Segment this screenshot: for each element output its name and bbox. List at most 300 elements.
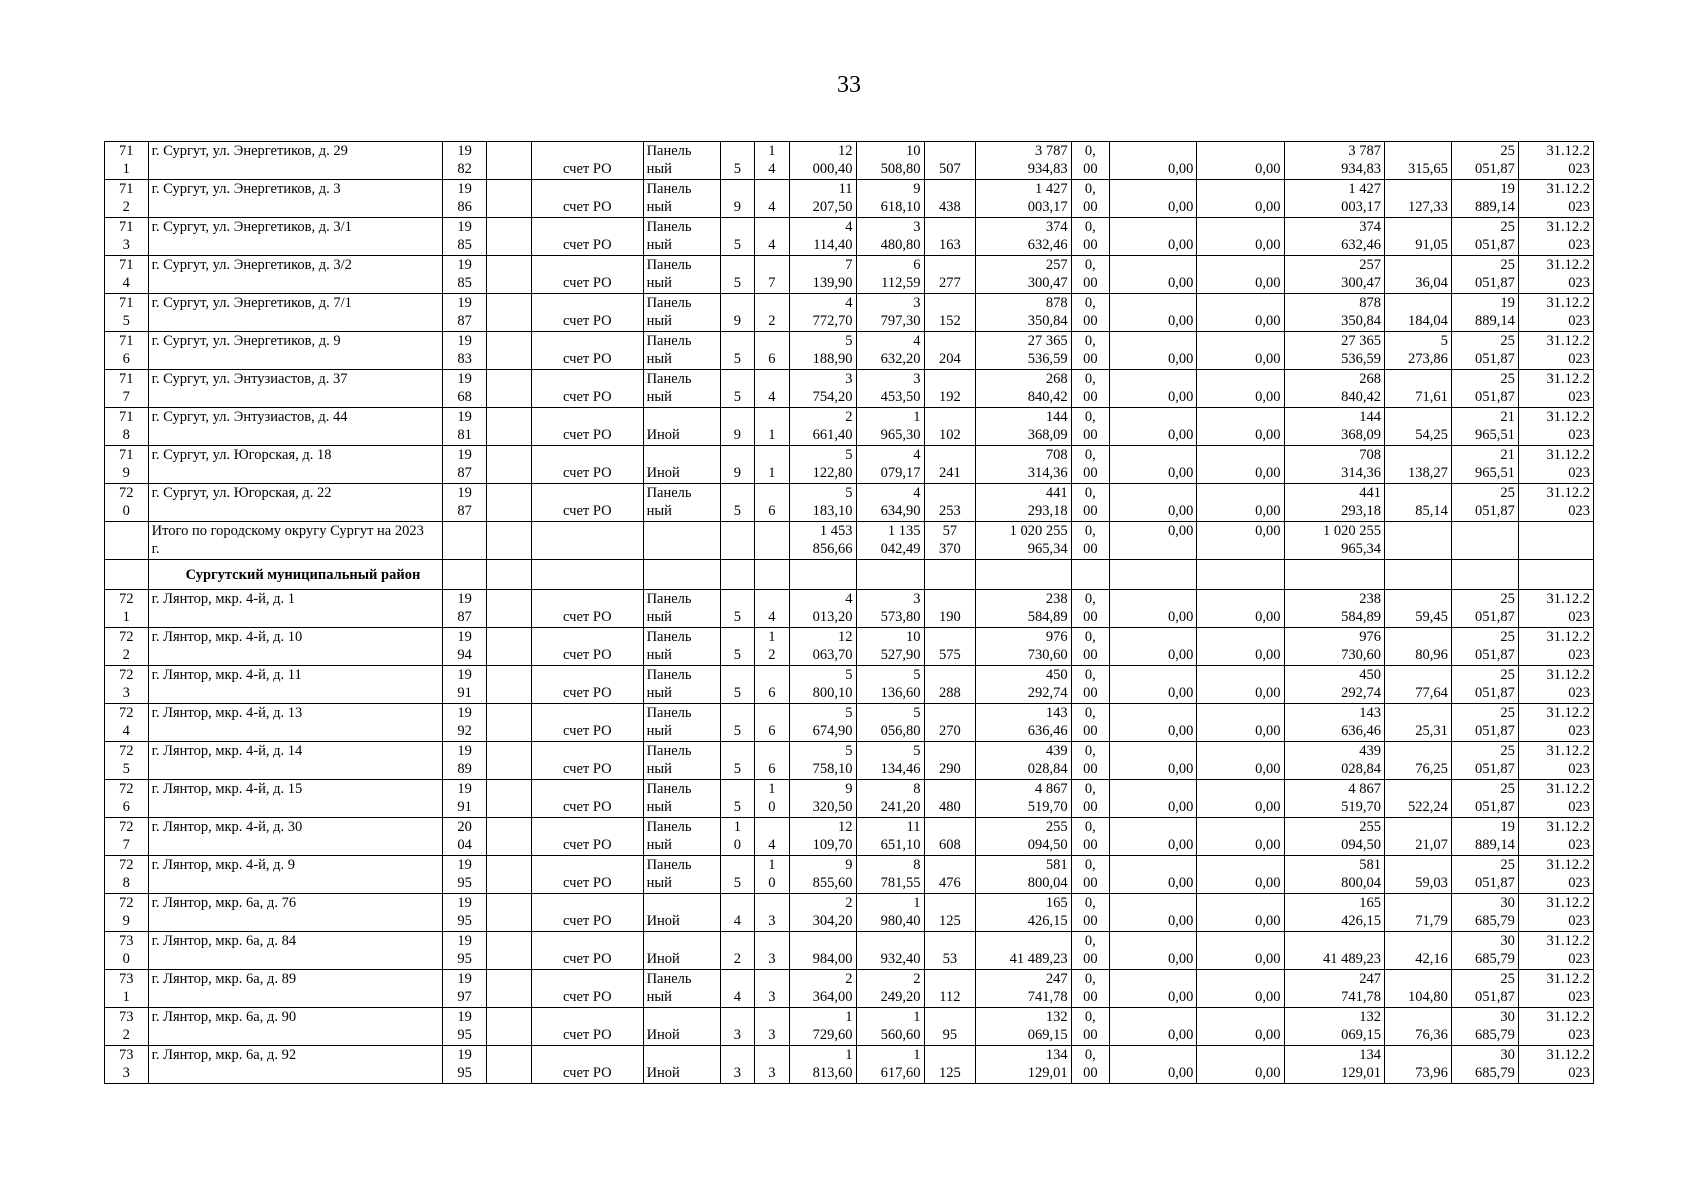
residents: 95 xyxy=(924,1008,976,1046)
empty xyxy=(1451,560,1518,590)
specific-cost: 73,96 xyxy=(1384,1046,1451,1084)
table-row xyxy=(105,332,1594,370)
budget-1: 0,00 xyxy=(1110,446,1197,484)
owner-funds: 4 867 519,70 xyxy=(1284,780,1384,818)
wall-material: Панель ный xyxy=(643,256,720,294)
empty-col xyxy=(487,590,532,628)
total-area: 9 855,60 xyxy=(789,856,856,894)
total-area: 2 364,00 xyxy=(789,970,856,1008)
residents: 608 xyxy=(924,818,976,856)
fund-method: счет РО xyxy=(532,484,644,522)
row-number: 71 1 xyxy=(105,142,149,180)
build-year: 19 85 xyxy=(442,256,487,294)
living-area: 1 980,40 xyxy=(856,894,924,932)
total-cost: 41 489,23 xyxy=(976,932,1071,970)
owner-funds: 450 292,74 xyxy=(1284,666,1384,704)
wall-material: Панель ный xyxy=(643,742,720,780)
fund-method: счет РО xyxy=(532,218,644,256)
floors: 5 xyxy=(720,218,754,256)
budget-2: 0,00 xyxy=(1197,294,1284,332)
empty xyxy=(532,560,644,590)
build-year: 19 92 xyxy=(442,704,487,742)
budget-2: 0,00 xyxy=(1197,1046,1284,1084)
total-area: 1 453 856,66 xyxy=(789,522,856,560)
empty-col xyxy=(487,704,532,742)
max-cost: 19 889,14 xyxy=(1451,818,1518,856)
deadline: 31.12.2 023 xyxy=(1518,1008,1593,1046)
empty-col xyxy=(487,1046,532,1084)
max-cost: 30 685,79 xyxy=(1451,932,1518,970)
budget-2: 0,00 xyxy=(1197,180,1284,218)
wall-material: Панель ный xyxy=(643,484,720,522)
floors: 9 xyxy=(720,294,754,332)
empty xyxy=(487,522,532,560)
residents: 112 xyxy=(924,970,976,1008)
build-year: 19 95 xyxy=(442,1046,487,1084)
address: г. Лянтор, мкр. 6а, д. 84 xyxy=(148,932,442,970)
wall-material: Иной xyxy=(643,446,720,484)
owner-funds: 976 730,60 xyxy=(1284,628,1384,666)
entrances: 6 xyxy=(755,742,789,780)
empty xyxy=(442,560,487,590)
living-area: 6 112,59 xyxy=(856,256,924,294)
living-area: 3 797,30 xyxy=(856,294,924,332)
floors: 5 xyxy=(720,256,754,294)
max-cost: 25 051,87 xyxy=(1451,590,1518,628)
section-title: Сургутский муниципальный район xyxy=(185,566,421,583)
empty-col xyxy=(487,142,532,180)
table-row xyxy=(105,142,1594,180)
budget-1: 0,00 xyxy=(1110,932,1197,970)
entrances: 1 xyxy=(755,446,789,484)
total-row xyxy=(105,522,1594,560)
table-row xyxy=(105,856,1594,894)
budget-2: 0,00 xyxy=(1197,628,1284,666)
max-cost: 21 965,51 xyxy=(1451,408,1518,446)
max-cost: 25 051,87 xyxy=(1451,484,1518,522)
total-cost: 581 800,04 xyxy=(976,856,1071,894)
total-cost: 132 069,15 xyxy=(976,1008,1071,1046)
entrances: 2 xyxy=(755,294,789,332)
address: г. Лянтор, мкр. 4-й, д. 15 xyxy=(148,780,442,818)
fund-method: счет РО xyxy=(532,666,644,704)
empty-col xyxy=(487,370,532,408)
address: г. Сургут, ул. Энергетиков, д. 3/1 xyxy=(148,218,442,256)
budget-2: 0,00 xyxy=(1197,332,1284,370)
total-share: 0, 00 xyxy=(1071,522,1110,560)
total-budget-1: 0,00 xyxy=(1110,522,1197,560)
total-cost: 257 300,47 xyxy=(976,256,1071,294)
specific-cost: 54,25 xyxy=(1384,408,1451,446)
entrances: 3 xyxy=(755,1008,789,1046)
entrances: 6 xyxy=(755,484,789,522)
residents: 480 xyxy=(924,780,976,818)
empty xyxy=(105,560,149,590)
wall-material: Панель ный xyxy=(643,818,720,856)
empty-col xyxy=(487,894,532,932)
table-row xyxy=(105,932,1594,970)
row-number: 73 2 xyxy=(105,1008,149,1046)
build-year: 19 85 xyxy=(442,218,487,256)
total-area: 3 754,20 xyxy=(789,370,856,408)
budget-2: 0,00 xyxy=(1197,142,1284,180)
entrances: 4 xyxy=(755,370,789,408)
wall-material: Панель ный xyxy=(643,142,720,180)
living-area: 11 651,10 xyxy=(856,818,924,856)
total-cost: 134 129,01 xyxy=(976,1046,1071,1084)
total-cost: 143 636,46 xyxy=(976,704,1071,742)
budget-1: 0,00 xyxy=(1110,780,1197,818)
wall-material: Иной xyxy=(643,1008,720,1046)
total-cost: 247 741,78 xyxy=(976,970,1071,1008)
entrances: 6 xyxy=(755,704,789,742)
deadline: 31.12.2 023 xyxy=(1518,370,1593,408)
total-residents: 57 370 xyxy=(924,522,976,560)
budget-2: 0,00 xyxy=(1197,1008,1284,1046)
living-area: 5 056,80 xyxy=(856,704,924,742)
row-number: 72 4 xyxy=(105,704,149,742)
empty-col xyxy=(487,932,532,970)
deadline: 31.12.2 023 xyxy=(1518,408,1593,446)
total-cost: 1 020 255 965,34 xyxy=(976,522,1071,560)
table-row xyxy=(105,742,1594,780)
fund-share: 0, 00 xyxy=(1071,894,1110,932)
owner-funds: 708 314,36 xyxy=(1284,446,1384,484)
deadline: 31.12.2 023 xyxy=(1518,484,1593,522)
entrances: 6 xyxy=(755,332,789,370)
max-cost: 25 051,87 xyxy=(1451,628,1518,666)
table-row xyxy=(105,666,1594,704)
budget-2: 0,00 xyxy=(1197,856,1284,894)
living-area: 9 618,10 xyxy=(856,180,924,218)
budget-1: 0,00 xyxy=(1110,1046,1197,1084)
deadline: 31.12.2 023 xyxy=(1518,742,1593,780)
max-cost: 25 051,87 xyxy=(1451,370,1518,408)
fund-share: 0, 00 xyxy=(1071,666,1110,704)
row-number: 72 7 xyxy=(105,818,149,856)
row-number: 72 6 xyxy=(105,780,149,818)
empty xyxy=(755,522,789,560)
budget-1: 0,00 xyxy=(1110,332,1197,370)
fund-method: счет РО xyxy=(532,408,644,446)
row-number: 72 5 xyxy=(105,742,149,780)
deadline: 31.12.2 023 xyxy=(1518,704,1593,742)
empty xyxy=(1197,560,1284,590)
table-row xyxy=(105,780,1594,818)
empty xyxy=(1518,522,1593,560)
fund-method: счет РО xyxy=(532,780,644,818)
living-area: 4 079,17 xyxy=(856,446,924,484)
floors: 1 0 xyxy=(720,818,754,856)
deadline: 31.12.2 023 xyxy=(1518,856,1593,894)
floors: 4 xyxy=(720,970,754,1008)
total-area: 1 729,60 xyxy=(789,1008,856,1046)
total-cost: 878 350,84 xyxy=(976,294,1071,332)
budget-2: 0,00 xyxy=(1197,408,1284,446)
table-row xyxy=(105,370,1594,408)
specific-cost: 138,27 xyxy=(1384,446,1451,484)
budget-1: 0,00 xyxy=(1110,1008,1197,1046)
wall-material: Иной xyxy=(643,1046,720,1084)
empty xyxy=(924,560,976,590)
total-cost: 238 584,89 xyxy=(976,590,1071,628)
total-cost: 450 292,74 xyxy=(976,666,1071,704)
wall-material: Панель ный xyxy=(643,294,720,332)
deadline: 31.12.2 023 xyxy=(1518,180,1593,218)
budget-1: 0,00 xyxy=(1110,742,1197,780)
wall-material: Панель ный xyxy=(643,780,720,818)
total-cost: 4 867 519,70 xyxy=(976,780,1071,818)
row-number: 71 6 xyxy=(105,332,149,370)
residents: 192 xyxy=(924,370,976,408)
max-cost: 19 889,14 xyxy=(1451,180,1518,218)
empty xyxy=(532,522,644,560)
deadline: 31.12.2 023 xyxy=(1518,894,1593,932)
address: г. Лянтор, мкр. 6а, д. 89 xyxy=(148,970,442,1008)
total-cost: 268 840,42 xyxy=(976,370,1071,408)
fund-share: 0, 00 xyxy=(1071,704,1110,742)
living-area: 4 632,20 xyxy=(856,332,924,370)
budget-1: 0,00 xyxy=(1110,370,1197,408)
deadline: 31.12.2 023 xyxy=(1518,446,1593,484)
address: г. Сургут, ул. Энергетиков, д. 3 xyxy=(148,180,442,218)
row-number: 71 9 xyxy=(105,446,149,484)
living-area: 2 249,20 xyxy=(856,970,924,1008)
address: г. Лянтор, мкр. 4-й, д. 14 xyxy=(148,742,442,780)
deadline: 31.12.2 023 xyxy=(1518,256,1593,294)
empty-col xyxy=(487,484,532,522)
total-label: Итого по городскому округу Сургут на 2023 г. xyxy=(148,522,442,560)
budget-2: 0,00 xyxy=(1197,894,1284,932)
address: г. Сургут, ул. Энергетиков, д. 3/2 xyxy=(148,256,442,294)
fund-method: счет РО xyxy=(532,446,644,484)
deadline: 31.12.2 023 xyxy=(1518,332,1593,370)
address: г. Лянтор, мкр. 4-й, д. 1 xyxy=(148,590,442,628)
budget-1: 0,00 xyxy=(1110,142,1197,180)
entrances: 4 xyxy=(755,818,789,856)
owner-funds: 238 584,89 xyxy=(1284,590,1384,628)
row-number: 73 1 xyxy=(105,970,149,1008)
table-row xyxy=(105,590,1594,628)
address: г. Сургут, ул. Энтузиастов, д. 44 xyxy=(148,408,442,446)
build-year: 19 82 xyxy=(442,142,487,180)
deadline: 31.12.2 023 xyxy=(1518,666,1593,704)
row-number: 72 3 xyxy=(105,666,149,704)
total-area: 5 122,80 xyxy=(789,446,856,484)
entrances: 4 xyxy=(755,590,789,628)
floors: 5 xyxy=(720,704,754,742)
budget-1: 0,00 xyxy=(1110,704,1197,742)
build-year: 19 87 xyxy=(442,590,487,628)
empty xyxy=(1518,560,1593,590)
table-row xyxy=(105,256,1594,294)
table-row xyxy=(105,1046,1594,1084)
empty xyxy=(1071,560,1110,590)
residents: 204 xyxy=(924,332,976,370)
section-title-cell xyxy=(148,560,442,590)
residents: 253 xyxy=(924,484,976,522)
empty-col xyxy=(487,218,532,256)
specific-cost: 59,03 xyxy=(1384,856,1451,894)
fund-method: счет РО xyxy=(532,856,644,894)
empty-col xyxy=(487,628,532,666)
build-year: 19 86 xyxy=(442,180,487,218)
entrances: 3 xyxy=(755,932,789,970)
budget-2: 0,00 xyxy=(1197,704,1284,742)
specific-cost: 59,45 xyxy=(1384,590,1451,628)
specific-cost: 5 273,86 xyxy=(1384,332,1451,370)
fund-share: 0, 00 xyxy=(1071,780,1110,818)
build-year: 19 87 xyxy=(442,484,487,522)
owner-funds: 134 129,01 xyxy=(1284,1046,1384,1084)
total-cost: 441 293,18 xyxy=(976,484,1071,522)
max-cost: 30 685,79 xyxy=(1451,1046,1518,1084)
empty-col xyxy=(487,446,532,484)
living-area: 1 965,30 xyxy=(856,408,924,446)
total-area: 5 188,90 xyxy=(789,332,856,370)
max-cost: 25 051,87 xyxy=(1451,742,1518,780)
budget-2: 0,00 xyxy=(1197,742,1284,780)
owner-funds: 27 365 536,59 xyxy=(1284,332,1384,370)
budget-1: 0,00 xyxy=(1110,590,1197,628)
address: г. Лянтор, мкр. 4-й, д. 10 xyxy=(148,628,442,666)
total-area: 12 109,70 xyxy=(789,818,856,856)
specific-cost: 315,65 xyxy=(1384,142,1451,180)
floors: 9 xyxy=(720,446,754,484)
entrances: 1 0 xyxy=(755,856,789,894)
empty xyxy=(105,522,149,560)
total-area: 5 800,10 xyxy=(789,666,856,704)
max-cost: 25 051,87 xyxy=(1451,666,1518,704)
empty xyxy=(856,560,924,590)
living-area: 1 617,60 xyxy=(856,1046,924,1084)
deadline: 31.12.2 023 xyxy=(1518,780,1593,818)
residents: 270 xyxy=(924,704,976,742)
fund-method: счет РО xyxy=(532,1008,644,1046)
deadline: 31.12.2 023 xyxy=(1518,142,1593,180)
address: г. Лянтор, мкр. 6а, д. 76 xyxy=(148,894,442,932)
residents: 53 xyxy=(924,932,976,970)
total-cost: 144 368,09 xyxy=(976,408,1071,446)
max-cost: 25 051,87 xyxy=(1451,704,1518,742)
residents: 125 xyxy=(924,1046,976,1084)
address: г. Сургут, ул. Энтузиастов, д. 37 xyxy=(148,370,442,408)
living-area: 932,40 xyxy=(856,932,924,970)
build-year: 19 87 xyxy=(442,446,487,484)
fund-share: 0, 00 xyxy=(1071,742,1110,780)
total-cost: 255 094,50 xyxy=(976,818,1071,856)
empty xyxy=(1284,560,1384,590)
floors: 5 xyxy=(720,742,754,780)
deadline: 31.12.2 023 xyxy=(1518,1046,1593,1084)
table-row xyxy=(105,628,1594,666)
table-row xyxy=(105,446,1594,484)
wall-material: Панель ный xyxy=(643,332,720,370)
fund-method: счет РО xyxy=(532,256,644,294)
table-row xyxy=(105,970,1594,1008)
total-area: 1 813,60 xyxy=(789,1046,856,1084)
table-row xyxy=(105,704,1594,742)
row-number: 71 2 xyxy=(105,180,149,218)
residents: 476 xyxy=(924,856,976,894)
entrances: 4 xyxy=(755,218,789,256)
total-area: 11 207,50 xyxy=(789,180,856,218)
owner-funds: 41 489,23 xyxy=(1284,932,1384,970)
wall-material: Иной xyxy=(643,932,720,970)
specific-cost: 36,04 xyxy=(1384,256,1451,294)
build-year: 19 83 xyxy=(442,332,487,370)
owner-funds: 374 632,46 xyxy=(1284,218,1384,256)
row-number: 72 2 xyxy=(105,628,149,666)
max-cost: 21 965,51 xyxy=(1451,446,1518,484)
fund-share: 0, 00 xyxy=(1071,1008,1110,1046)
build-year: 19 91 xyxy=(442,780,487,818)
build-year: 19 87 xyxy=(442,294,487,332)
budget-2: 0,00 xyxy=(1197,218,1284,256)
deadline: 31.12.2 023 xyxy=(1518,818,1593,856)
entrances: 3 xyxy=(755,894,789,932)
row-number: 71 8 xyxy=(105,408,149,446)
address: г. Лянтор, мкр. 4-й, д. 30 xyxy=(148,818,442,856)
build-year: 19 97 xyxy=(442,970,487,1008)
living-area: 3 573,80 xyxy=(856,590,924,628)
living-area: 5 136,60 xyxy=(856,666,924,704)
fund-method: счет РО xyxy=(532,704,644,742)
fund-method: счет РО xyxy=(532,818,644,856)
entrances: 1 4 xyxy=(755,142,789,180)
wall-material: Панель ный xyxy=(643,856,720,894)
total-area: 984,00 xyxy=(789,932,856,970)
floors: 5 xyxy=(720,780,754,818)
total-cost: 976 730,60 xyxy=(976,628,1071,666)
budget-1: 0,00 xyxy=(1110,666,1197,704)
empty-col xyxy=(487,1008,532,1046)
build-year: 19 95 xyxy=(442,894,487,932)
entrances: 3 xyxy=(755,970,789,1008)
entrances: 1 xyxy=(755,408,789,446)
fund-method: счет РО xyxy=(532,294,644,332)
budget-1: 0,00 xyxy=(1110,818,1197,856)
residents: 163 xyxy=(924,218,976,256)
budget-2: 0,00 xyxy=(1197,590,1284,628)
specific-cost: 42,16 xyxy=(1384,932,1451,970)
owner-funds: 143 636,46 xyxy=(1284,704,1384,742)
living-area: 10 527,90 xyxy=(856,628,924,666)
empty-col xyxy=(487,856,532,894)
budget-1: 0,00 xyxy=(1110,970,1197,1008)
specific-cost: 104,80 xyxy=(1384,970,1451,1008)
owner-funds: 247 741,78 xyxy=(1284,970,1384,1008)
floors: 5 xyxy=(720,370,754,408)
deadline: 31.12.2 023 xyxy=(1518,218,1593,256)
living-area: 8 781,55 xyxy=(856,856,924,894)
budget-2: 0,00 xyxy=(1197,666,1284,704)
entrances: 3 xyxy=(755,1046,789,1084)
empty xyxy=(755,560,789,590)
total-cost: 1 427 003,17 xyxy=(976,180,1071,218)
fund-method: счет РО xyxy=(532,1046,644,1084)
max-cost: 25 051,87 xyxy=(1451,142,1518,180)
fund-share: 0, 00 xyxy=(1071,856,1110,894)
budget-1: 0,00 xyxy=(1110,180,1197,218)
specific-cost: 91,05 xyxy=(1384,218,1451,256)
fund-share: 0, 00 xyxy=(1071,408,1110,446)
specific-cost: 77,64 xyxy=(1384,666,1451,704)
total-living-area: 1 135 042,49 xyxy=(856,522,924,560)
budget-2: 0,00 xyxy=(1197,970,1284,1008)
build-year: 19 81 xyxy=(442,408,487,446)
wall-material: Панель ный xyxy=(643,704,720,742)
